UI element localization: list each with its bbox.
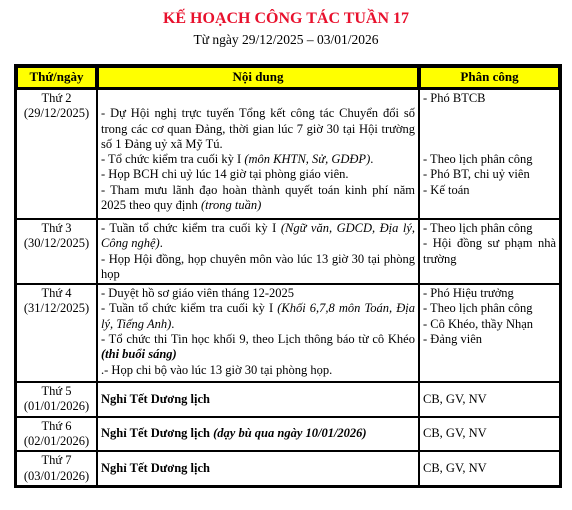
assignment-cell [419, 219, 560, 284]
weekly-plan-table [14, 64, 562, 488]
content-line: Nghỉ Tết Dương lịch [101, 391, 210, 406]
content-line: Nghỉ Tết Dương lịch (dạy bù qua ngày 10/01/2026) [101, 426, 367, 441]
assignment-cell [419, 89, 560, 219]
assignment-line: - Kế toán [423, 182, 470, 197]
assignment-line: - Phó BTCB [423, 91, 486, 105]
day-date: (03/01/2026) [23, 468, 90, 483]
assignment-line: - Cô Khéo, thầy Nhạn [423, 316, 534, 331]
table-row [16, 382, 560, 417]
day-name: Thứ 3 [41, 221, 72, 235]
assignment-cell [419, 417, 560, 452]
assignment-line: - Đảng viên [423, 332, 483, 347]
content-cell [97, 89, 419, 219]
content-line: Nghỉ Tết Dương lịch [101, 461, 210, 476]
page-title: KẾ HOẠCH CÔNG TÁC TUẦN 17 [162, 10, 410, 27]
column-header-day: Thứ/ngày [16, 66, 97, 89]
content-line: - Tổ chức thi Tin học khối 9, theo Lịch thông báo từ cô Khéo (thi buổi sáng) [101, 332, 415, 362]
table-row [16, 219, 560, 284]
content-line: - Tham mưu lãnh đạo hoàn thành quyết toán kinh phí năm 2025 theo quy định (trong tuần) [101, 182, 415, 213]
table-header-row [16, 66, 560, 89]
day-cell [16, 284, 97, 382]
table-row [16, 89, 560, 219]
assignment-line: - Hội đồng sư phạm nhà trường [423, 236, 556, 266]
assignment-line: - Phó Hiệu trưởng [423, 286, 514, 301]
day-date: (29/12/2025) [23, 106, 90, 121]
day-cell [16, 417, 97, 452]
content-cell [97, 451, 419, 486]
content-line: - Dự Hội nghị trực tuyến Tổng kết công tác Chuyển đổi số trong các cơ quan Đảng, thời gian lúc 7 giờ 30 tại Hội trường số 1 Đảng uỷ xã Mỹ Tú. [101, 106, 415, 151]
assignment-line: CB, GV, NV [423, 426, 487, 441]
day-name: Thứ 6 [41, 418, 72, 433]
day-date: (30/12/2025) [23, 236, 90, 251]
assignment-line: - Theo lịch phân công [423, 301, 533, 316]
content-cell [97, 417, 419, 452]
day-cell [16, 219, 97, 284]
column-header-content: Nội dung [97, 66, 419, 89]
table-row [16, 451, 560, 486]
column-header-assignment: Phân công [419, 66, 560, 89]
assignment-cell [419, 451, 560, 486]
day-name: Thứ 4 [41, 286, 72, 301]
content-line: .- Họp chi bộ vào lúc 13 giờ 30 tại phòng họp. [101, 362, 333, 377]
day-name: Thứ 5 [41, 384, 72, 399]
day-date: (01/01/2026) [23, 399, 90, 414]
content-cell [97, 284, 419, 382]
date-range: Từ ngày 29/12/2025 – 03/01/2026 [193, 32, 379, 47]
day-name: Thứ 7 [41, 453, 72, 468]
content-line: - Tuần tổ chức kiểm tra cuối kỳ I (Khối 6,7,8 môn Toán, Địa lý, Tiếng Anh). [101, 301, 415, 331]
assignment-line: CB, GV, NV [423, 391, 487, 406]
day-cell [16, 89, 97, 219]
content-line: - Tuần tổ chức kiểm tra cuối kỳ I (Ngữ văn, GDCD, Địa lý, Công nghệ). [101, 221, 416, 251]
assignment-line: - Theo lịch phân công [423, 221, 533, 235]
assignment-line: - Phó BT, chi uỷ viên [423, 167, 530, 182]
content-cell [97, 219, 419, 284]
day-cell [16, 382, 97, 417]
assignment-cell [419, 284, 560, 382]
table-row [16, 284, 560, 382]
day-date: (31/12/2025) [23, 301, 90, 316]
table-row [16, 417, 560, 452]
assignment-cell [419, 382, 560, 417]
content-line: - Họp Hội đồng, họp chuyên môn vào lúc 13 giờ 30 tại phòng họp [101, 251, 415, 281]
day-date: (02/01/2026) [23, 434, 90, 449]
day-name: Thứ 2 [41, 91, 72, 105]
assignment-line: - Theo lịch phân công [423, 152, 533, 167]
content-line: - Duyệt hồ sơ giáo viên tháng 12-2025 [101, 286, 295, 301]
day-cell [16, 451, 97, 486]
assignment-line: CB, GV, NV [423, 461, 487, 476]
content-line: - Tổ chức kiểm tra cuối kỳ I (môn KHTN, Sử, GDĐP). [101, 152, 374, 167]
content-cell [97, 382, 419, 417]
content-line: - Họp BCH chi uỷ lúc 14 giờ tại phòng giáo viên. [101, 167, 349, 182]
